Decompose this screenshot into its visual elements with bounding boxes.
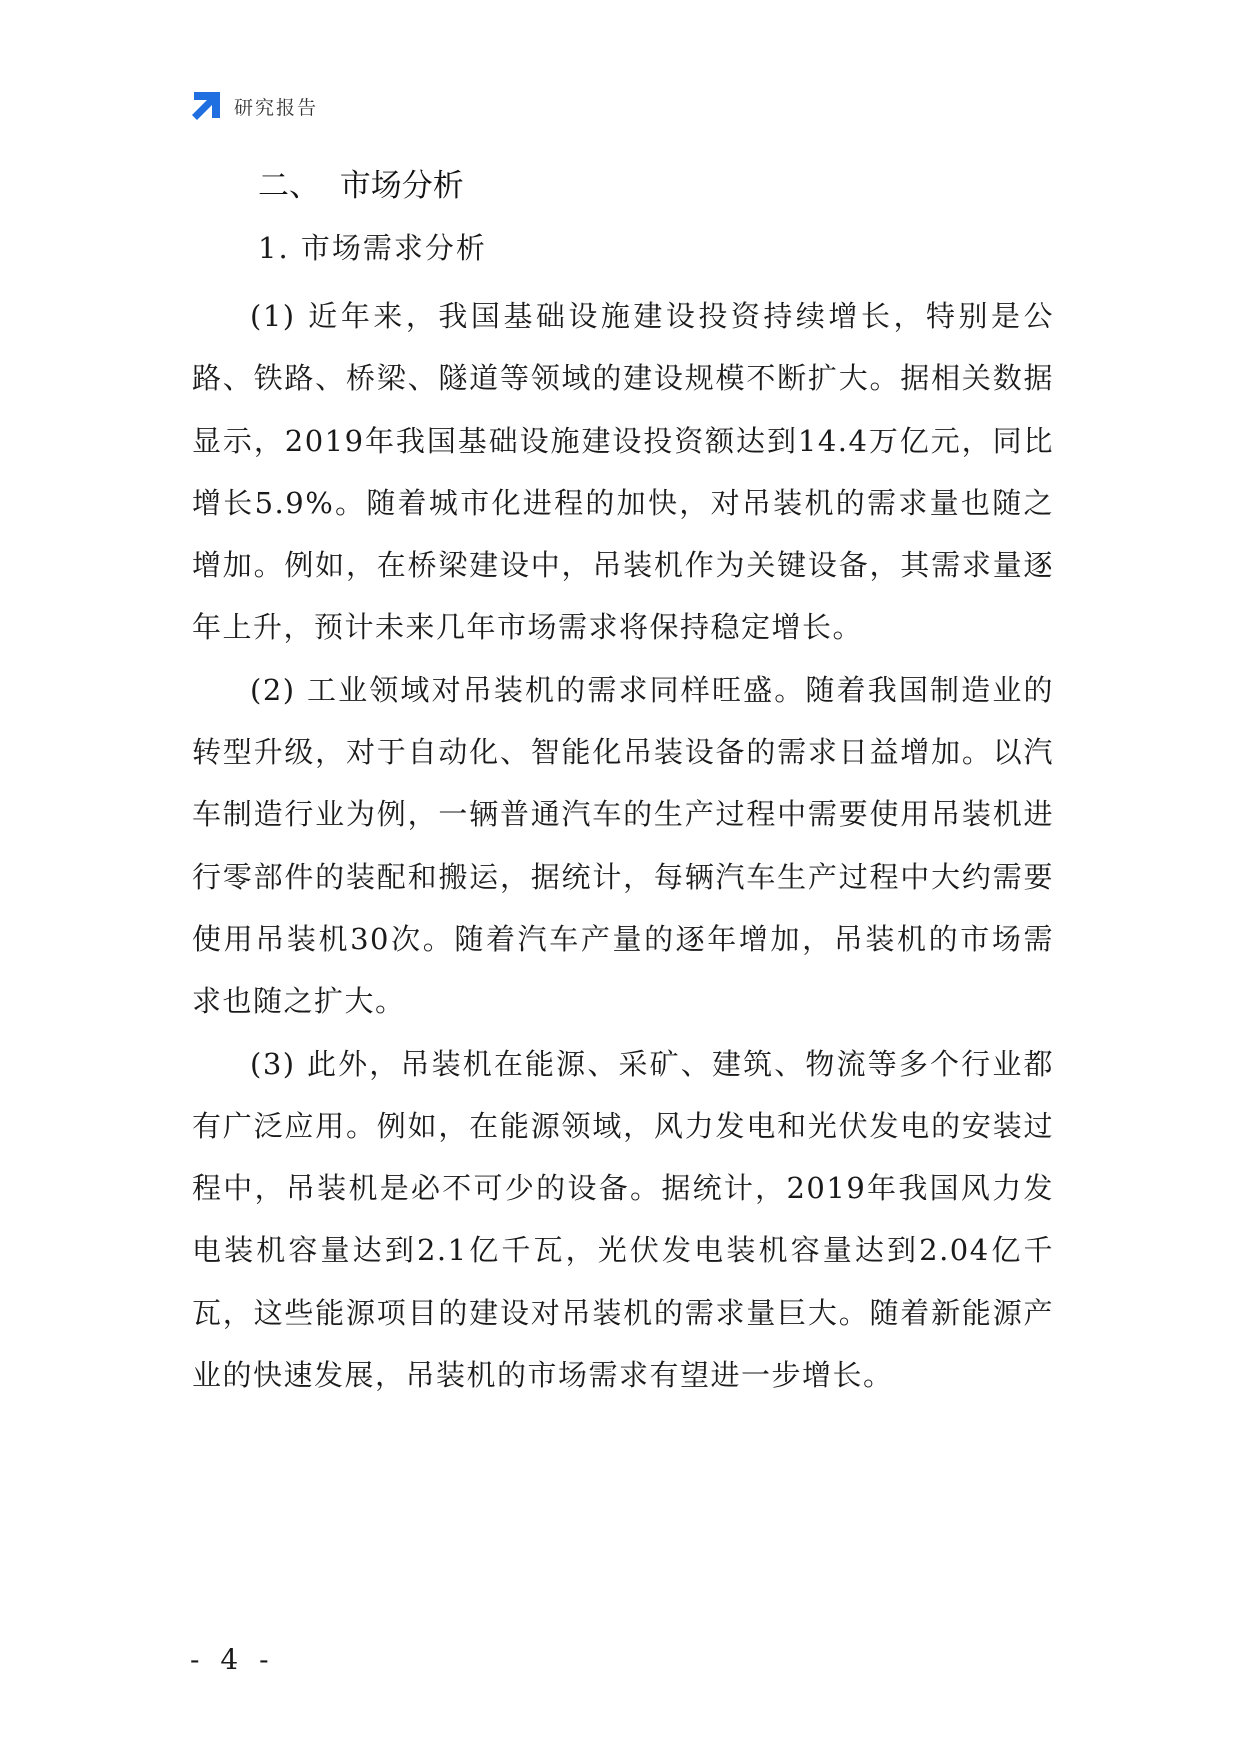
section-title: 二、 市场分析: [258, 168, 464, 204]
arrow-logo-icon: [190, 90, 222, 122]
page-number: - 4 -: [190, 1643, 275, 1676]
paragraph-1: (1) 近年来，我国基础设施建设投资持续增长，特别是公路、铁路、桥梁、隧道等领域的建设规模不断扩大。据相关数据显示，2019年我国基础设施建设投资额达到14.4万亿元，同比增长5.9%。随着城市化进程的加快，对吊装机的需求量也随之增加。例如，在桥梁建设中，吊装机作为关键设备，其需求量逐年上升，预计未来几年市场需求将保持稳定增长。: [192, 299, 1054, 645]
body-text: [192, 285, 1054, 1406]
paragraph-2: (2) 工业领域对吊装机的需求同样旺盛。随着我国制造业的转型升级，对于自动化、智能化吊装设备的需求日益增加。以汽车制造行业为例，一辆普通汽车的生产过程中需要使用吊装机进行零部件的装配和搬运，据统计，每辆汽车生产过程中大约需要使用吊装机30次。随着汽车产量的逐年增加，吊装机的市场需求也随之扩大。: [192, 672, 1054, 1019]
report-header: [190, 88, 318, 124]
subsection-title: 1. 市场需求分析: [258, 231, 487, 265]
header-label: 研究报告: [234, 96, 319, 119]
paragraph-3: (3) 此外，吊装机在能源、采矿、建筑、物流等多个行业都有广泛应用。例如，在能源领域，风力发电和光伏发电的安装过程中，吊装机是必不可少的设备。据统计，2019年我国风力发电装机容量达到2.1亿千瓦，光伏发电装机容量达到2.04亿千瓦，这些能源项目的建设对吊装机的需求量巨大。随着新能源产业的快速发展，吊装机的市场需求有望进一步增长。: [192, 1046, 1054, 1393]
